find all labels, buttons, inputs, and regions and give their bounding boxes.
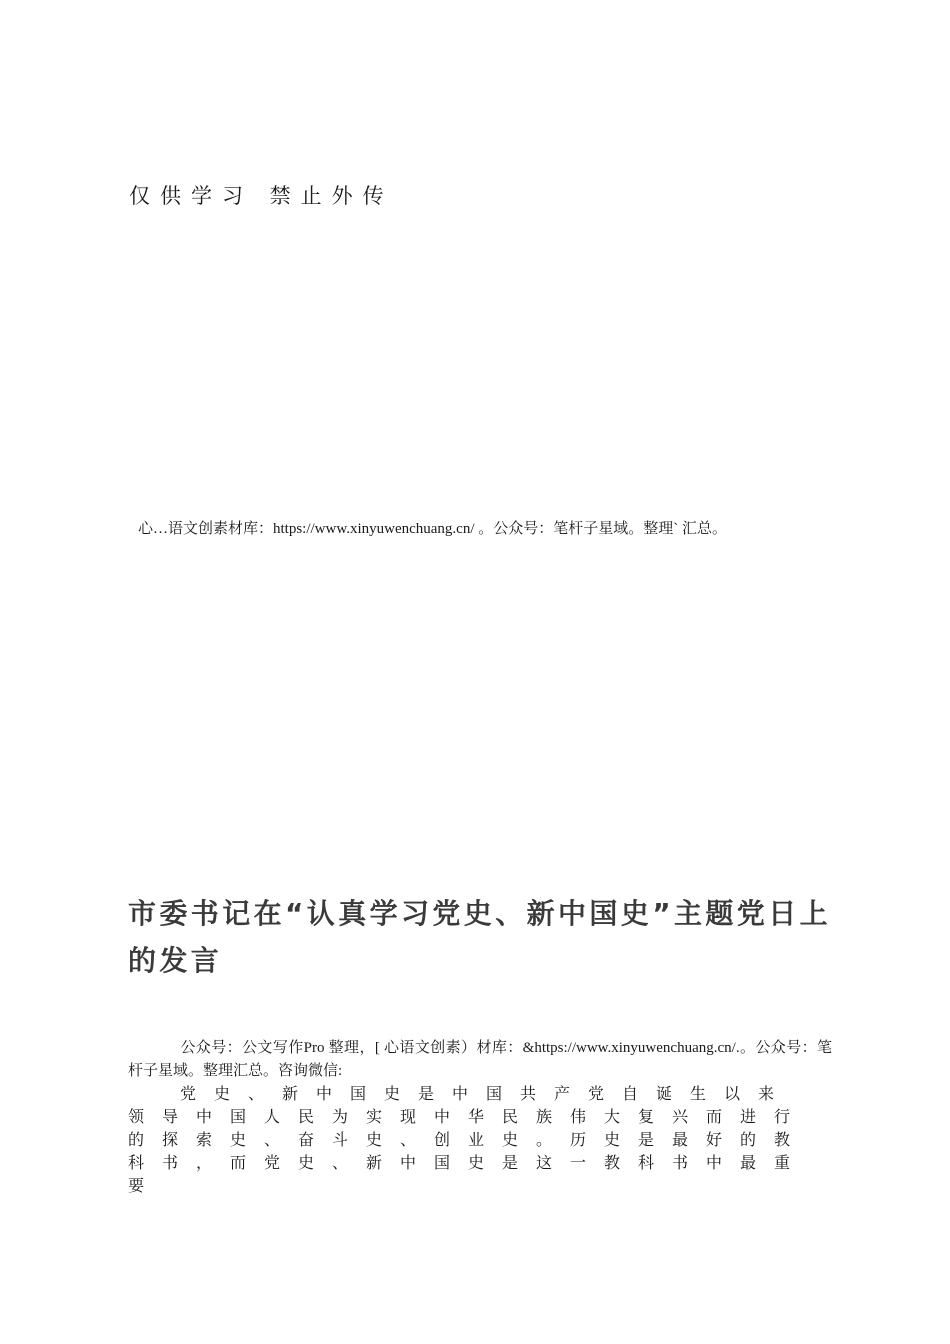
article-body — [128, 1037, 832, 1198]
page-title: 市委书记在“认真学习党史、新中国史”主题党日上的发言 — [128, 897, 832, 977]
watermark-notice: 仅供学习 禁止外传 — [129, 184, 394, 208]
source-line: 心…语文创素材库：https://www.xinyuwenchuang.cn/ 。公众号：笔杆子星域。整理` 汇总。 — [138, 521, 727, 537]
article-meta — [128, 1037, 832, 1083]
article-meta-text: 公众号：公文写作Pro 整理，[ 心语文创素）材库：&https://www.xinyuwenchuang.cn/.。公众号：笔杆子星域。整理汇总。咨询微信: — [128, 1040, 832, 1079]
article-paragraph: 党史、新中国史是中国共产党自诞生以来领导中国人民为实现中华民族伟大复兴而进行的探索史、奋斗史、创业史。历史是最好的教科书，而党史、新中国史是这一教科书中最重要 — [128, 1086, 809, 1195]
